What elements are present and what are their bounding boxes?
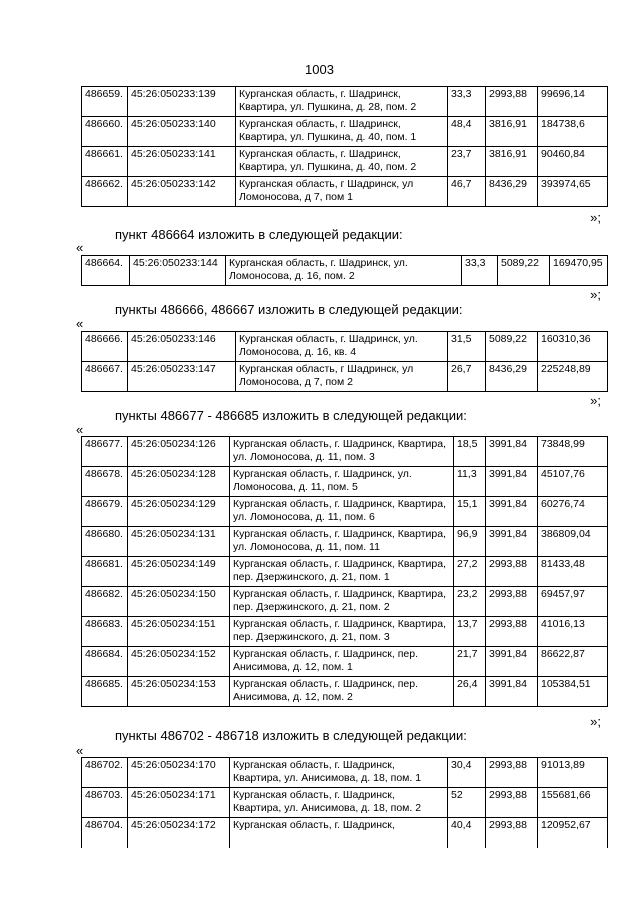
address-cell: Курганская область, г. Шадринск, bbox=[230, 818, 448, 848]
area-cell: 52 bbox=[448, 788, 486, 818]
table-row bbox=[82, 527, 608, 557]
area-cell: 26,4 bbox=[454, 677, 486, 707]
table-row bbox=[82, 87, 608, 117]
address-cell: Курганская область, г. Шадринск, пер. Анисимова, д. 12, пом. 2 bbox=[230, 677, 454, 707]
cadastral-value-cell: 105384,51 bbox=[538, 677, 608, 707]
address-cell: Курганская область, г. Шадринск, Квартира, ул. Ломоносова, д. 11, пом. 3 bbox=[230, 437, 454, 467]
unit-price-cell: 5089,22 bbox=[498, 256, 550, 286]
area-cell: 33,3 bbox=[448, 87, 486, 117]
row-number-cell: 486703. bbox=[82, 788, 128, 818]
address-cell: Курганская область, г. Шадринск, Квартира, пер. Дзержинского, д. 21, пом. 1 bbox=[230, 557, 454, 587]
row-number-cell: 486683. bbox=[82, 617, 128, 647]
opening-quote-mark: « bbox=[76, 422, 84, 437]
row-number-cell: 486679. bbox=[82, 497, 128, 527]
row-number-cell: 486662. bbox=[82, 177, 128, 207]
address-cell: Курганская область, г. Шадринск, ул. Ломоносова, д. 16, кв. 4 bbox=[236, 332, 448, 362]
closing-quote-mark: »; bbox=[590, 210, 601, 225]
address-cell: Курганская область, г. Шадринск, ул. Ломоносова, д. 11, пом. 5 bbox=[230, 467, 454, 497]
unit-price-cell: 2993,88 bbox=[486, 758, 538, 788]
address-cell: Курганская область, г Шадринск, ул Ломоносова, д 7, пом 1 bbox=[236, 177, 448, 207]
table-row bbox=[82, 147, 608, 177]
cadastral-number-cell: 45:26:050234:152 bbox=[128, 647, 230, 677]
unit-price-cell: 2993,88 bbox=[486, 788, 538, 818]
registry-table-5 bbox=[81, 757, 608, 848]
unit-price-cell: 2993,88 bbox=[486, 557, 538, 587]
row-number-cell: 486681. bbox=[82, 557, 128, 587]
area-cell: 30,4 bbox=[448, 758, 486, 788]
table-row bbox=[82, 587, 608, 617]
unit-price-cell: 3991,84 bbox=[486, 437, 538, 467]
cadastral-value-cell: 169470,95 bbox=[550, 256, 608, 286]
address-cell: Курганская область, г. Шадринск, Квартира, ул. Анисимова, д. 18, пом. 2 bbox=[230, 788, 448, 818]
cadastral-value-cell: 90460,84 bbox=[538, 147, 608, 177]
unit-price-cell: 3991,84 bbox=[486, 647, 538, 677]
area-cell: 23,7 bbox=[448, 147, 486, 177]
area-cell: 15,1 bbox=[454, 497, 486, 527]
area-cell: 23,2 bbox=[454, 587, 486, 617]
cadastral-value-cell: 86622,87 bbox=[538, 647, 608, 677]
row-number-cell: 486704. bbox=[82, 818, 128, 848]
table-row bbox=[82, 758, 608, 788]
cadastral-value-cell: 60276,74 bbox=[538, 497, 608, 527]
cadastral-number-cell: 45:26:050234:172 bbox=[128, 818, 230, 848]
closing-quote-mark: »; bbox=[590, 393, 601, 408]
table-row bbox=[82, 557, 608, 587]
row-number-cell: 486659. bbox=[82, 87, 128, 117]
row-number-cell: 486680. bbox=[82, 527, 128, 557]
cadastral-value-cell: 160310,36 bbox=[538, 332, 608, 362]
cadastral-value-cell: 184738,6 bbox=[538, 117, 608, 147]
row-number-cell: 486661. bbox=[82, 147, 128, 177]
unit-price-cell: 2993,88 bbox=[486, 617, 538, 647]
unit-price-cell: 3816,91 bbox=[486, 117, 538, 147]
unit-price-cell: 3991,84 bbox=[486, 497, 538, 527]
row-number-cell: 486685. bbox=[82, 677, 128, 707]
cadastral-value-cell: 120952,67 bbox=[538, 818, 608, 848]
table-row bbox=[82, 467, 608, 497]
cadastral-number-cell: 45:26:050233:147 bbox=[128, 362, 236, 392]
amendment-heading: пункты 486666, 486667 изложить в следующей редакции: bbox=[115, 302, 463, 317]
registry-table-3 bbox=[81, 331, 608, 392]
row-number-cell: 486682. bbox=[82, 587, 128, 617]
area-cell: 33,3 bbox=[462, 256, 498, 286]
address-cell: Курганская область, г. Шадринск, Квартира, ул. Пушкина, д. 28, пом. 2 bbox=[236, 87, 448, 117]
cadastral-value-cell: 386809,04 bbox=[538, 527, 608, 557]
closing-quote-mark: »; bbox=[590, 714, 601, 729]
unit-price-cell: 2993,88 bbox=[486, 818, 538, 848]
cadastral-number-cell: 45:26:050234:171 bbox=[128, 788, 230, 818]
area-cell: 46,7 bbox=[448, 177, 486, 207]
opening-quote-mark: « bbox=[76, 316, 84, 331]
table-row bbox=[82, 177, 608, 207]
opening-quote-mark: « bbox=[76, 240, 84, 255]
area-cell: 13,7 bbox=[454, 617, 486, 647]
table-row bbox=[82, 332, 608, 362]
cadastral-value-cell: 41016,13 bbox=[538, 617, 608, 647]
address-cell: Курганская область, г. Шадринск, Квартира, ул. Пушкина, д. 40, пом. 1 bbox=[236, 117, 448, 147]
unit-price-cell: 8436,29 bbox=[486, 362, 538, 392]
cadastral-number-cell: 45:26:050234:151 bbox=[128, 617, 230, 647]
table-row bbox=[82, 256, 608, 286]
area-cell: 31,5 bbox=[448, 332, 486, 362]
row-number-cell: 486684. bbox=[82, 647, 128, 677]
registry-table-1 bbox=[81, 86, 608, 207]
address-cell: Курганская область, г. Шадринск, Квартира, ул. Пушкина, д. 40, пом. 2 bbox=[236, 147, 448, 177]
cadastral-value-cell: 393974,65 bbox=[538, 177, 608, 207]
area-cell: 48,4 bbox=[448, 117, 486, 147]
area-cell: 96,9 bbox=[454, 527, 486, 557]
closing-quote-mark: »; bbox=[590, 287, 601, 302]
cadastral-value-cell: 73848,99 bbox=[538, 437, 608, 467]
area-cell: 11,3 bbox=[454, 467, 486, 497]
address-cell: Курганская область, г. Шадринск, Квартира, пер. Дзержинского, д. 21, пом. 3 bbox=[230, 617, 454, 647]
cadastral-number-cell: 45:26:050233:139 bbox=[128, 87, 236, 117]
area-cell: 40,4 bbox=[448, 818, 486, 848]
unit-price-cell: 3991,84 bbox=[486, 677, 538, 707]
address-cell: Курганская область, г Шадринск, ул Ломоносова, д 7, пом 2 bbox=[236, 362, 448, 392]
row-number-cell: 486667. bbox=[82, 362, 128, 392]
table-row bbox=[82, 677, 608, 707]
page-number: 1003 bbox=[305, 62, 334, 77]
table-row bbox=[82, 362, 608, 392]
cadastral-value-cell: 81433,48 bbox=[538, 557, 608, 587]
table-row bbox=[82, 647, 608, 677]
cadastral-number-cell: 45:26:050234:131 bbox=[128, 527, 230, 557]
cadastral-value-cell: 69457,97 bbox=[538, 587, 608, 617]
row-number-cell: 486666. bbox=[82, 332, 128, 362]
cadastral-value-cell: 225248,89 bbox=[538, 362, 608, 392]
cadastral-number-cell: 45:26:050234:129 bbox=[128, 497, 230, 527]
address-cell: Курганская область, г. Шадринск, Квартира, пер. Дзержинского, д. 21, пом. 2 bbox=[230, 587, 454, 617]
registry-table-4 bbox=[81, 436, 608, 707]
table-row bbox=[82, 617, 608, 647]
cadastral-value-cell: 45107,76 bbox=[538, 467, 608, 497]
unit-price-cell: 3991,84 bbox=[486, 467, 538, 497]
address-cell: Курганская область, г. Шадринск, ул. Ломоносова, д. 16, пом. 2 bbox=[226, 256, 462, 286]
address-cell: Курганская область, г. Шадринск, Квартира, ул. Ломоносова, д. 11, пом. 11 bbox=[230, 527, 454, 557]
address-cell: Курганская область, г. Шадринск, пер. Анисимова, д. 12, пом. 1 bbox=[230, 647, 454, 677]
address-cell: Курганская область, г. Шадринск, Квартира, ул. Ломоносова, д. 11, пом. 6 bbox=[230, 497, 454, 527]
cadastral-number-cell: 45:26:050233:142 bbox=[128, 177, 236, 207]
row-number-cell: 486677. bbox=[82, 437, 128, 467]
amendment-heading: пункты 486702 - 486718 изложить в следующей редакции: bbox=[115, 728, 467, 743]
unit-price-cell: 3816,91 bbox=[486, 147, 538, 177]
cadastral-number-cell: 45:26:050234:126 bbox=[128, 437, 230, 467]
cadastral-number-cell: 45:26:050233:141 bbox=[128, 147, 236, 177]
cadastral-number-cell: 45:26:050234:150 bbox=[128, 587, 230, 617]
registry-table-2 bbox=[81, 255, 608, 286]
unit-price-cell: 8436,29 bbox=[486, 177, 538, 207]
unit-price-cell: 2993,88 bbox=[486, 87, 538, 117]
address-cell: Курганская область, г. Шадринск, Квартира, ул. Анисимова, д. 18, пом. 1 bbox=[230, 758, 448, 788]
table-row bbox=[82, 497, 608, 527]
area-cell: 26,7 bbox=[448, 362, 486, 392]
cadastral-number-cell: 45:26:050234:149 bbox=[128, 557, 230, 587]
cadastral-number-cell: 45:26:050233:144 bbox=[130, 256, 226, 286]
unit-price-cell: 2993,88 bbox=[486, 587, 538, 617]
area-cell: 21,7 bbox=[454, 647, 486, 677]
area-cell: 27,2 bbox=[454, 557, 486, 587]
cadastral-value-cell: 99696,14 bbox=[538, 87, 608, 117]
amendment-heading: пункты 486677 - 486685 изложить в следующей редакции: bbox=[115, 408, 467, 423]
row-number-cell: 486702. bbox=[82, 758, 128, 788]
cadastral-number-cell: 45:26:050234:170 bbox=[128, 758, 230, 788]
area-cell: 18,5 bbox=[454, 437, 486, 467]
opening-quote-mark: « bbox=[76, 743, 84, 758]
amendment-heading: пункт 486664 изложить в следующей редакции: bbox=[115, 227, 403, 242]
unit-price-cell: 5089,22 bbox=[486, 332, 538, 362]
table-row bbox=[82, 117, 608, 147]
table-row bbox=[82, 788, 608, 818]
row-number-cell: 486660. bbox=[82, 117, 128, 147]
cadastral-value-cell: 155681,66 bbox=[538, 788, 608, 818]
row-number-cell: 486678. bbox=[82, 467, 128, 497]
cadastral-number-cell: 45:26:050233:146 bbox=[128, 332, 236, 362]
cadastral-number-cell: 45:26:050234:128 bbox=[128, 467, 230, 497]
table-row bbox=[82, 818, 608, 848]
cadastral-number-cell: 45:26:050233:140 bbox=[128, 117, 236, 147]
cadastral-value-cell: 91013,89 bbox=[538, 758, 608, 788]
unit-price-cell: 3991,84 bbox=[486, 527, 538, 557]
table-row bbox=[82, 437, 608, 467]
row-number-cell: 486664. bbox=[82, 256, 130, 286]
cadastral-number-cell: 45:26:050234:153 bbox=[128, 677, 230, 707]
